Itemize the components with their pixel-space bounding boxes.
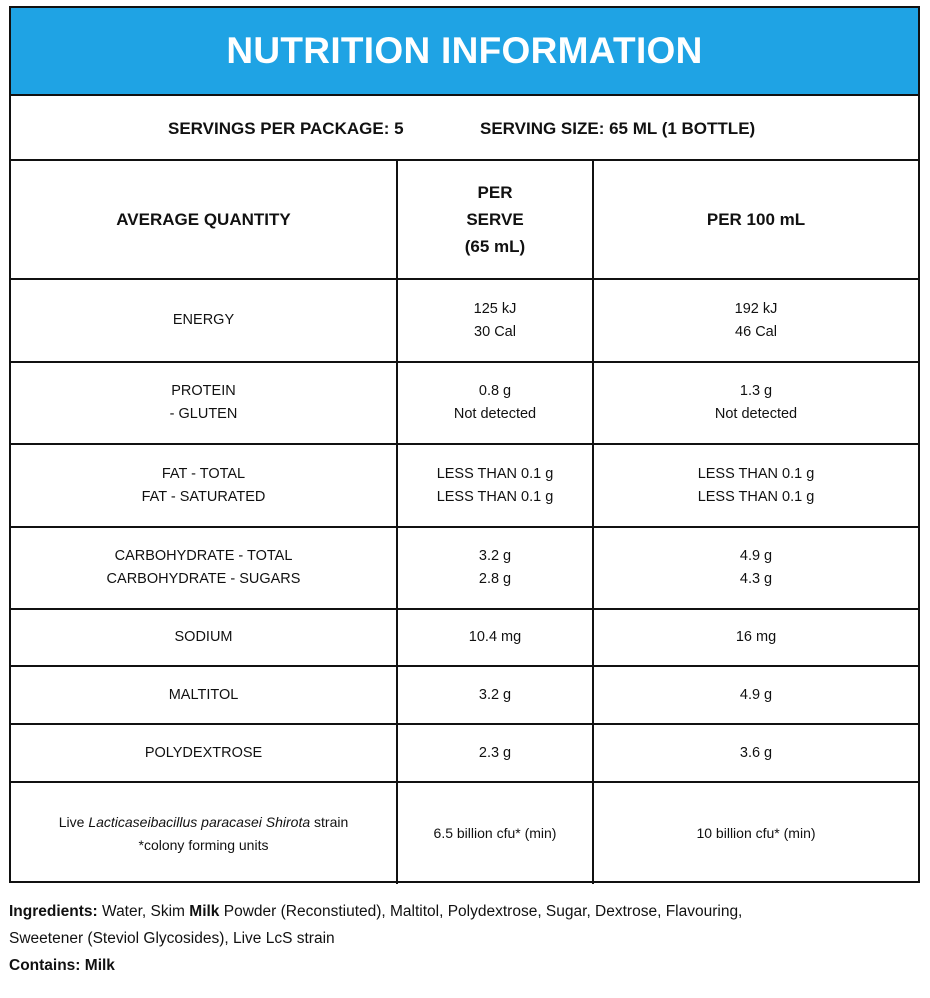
per-100-value: 192 kJ 46 Cal [734,300,778,340]
nutrient-label: FAT - TOTAL FAT - SATURATED [11,445,398,526]
nutrient-label: ENERGY [11,280,398,361]
per-serve-value: 0.8 g Not detected [398,363,594,443]
per-100-value: 3.6 g [739,744,773,761]
nutrition-panel [9,6,920,883]
table-row-live-bacteria [11,783,918,884]
table-row-polydextrose [11,725,918,783]
per-serve-value: 6.5 billion cfu* (min) [398,783,594,884]
ingredients-section [9,898,924,979]
header-average-quantity: AVERAGE QUANTITY [11,161,398,278]
table-row-carbohydrate [11,528,918,610]
per-100-value: 16 mg [735,629,777,645]
per-serve-value: 3.2 g [398,667,594,723]
per-100-value: 1.3 g Not detected [714,383,798,422]
table-row-fat [11,445,918,528]
nutrition-table [11,161,918,884]
nutrient-label: SODIUM [11,610,398,665]
table-header-row [11,161,918,280]
nutrient-label: POLYDEXTROSE [11,725,398,781]
table-row-protein [11,363,918,445]
strain-name: Lacticaseibacillus paracasei Shirota [88,813,311,830]
per-serve-value: 125 kJ 30 Cal [398,280,594,361]
nutrient-label: CARBOHYDRATE - TOTAL CARBOHYDRATE - SUGARS [11,528,398,608]
nutrient-label: PROTEIN - GLUTEN [11,363,398,443]
table-row-sodium [11,610,918,667]
per-100-value: 4.9 g [739,686,773,703]
per-100-value: 10 billion cfu* (min) [696,825,816,841]
per-serve-value: 3.2 g 2.8 g [398,528,594,608]
nutrient-label: MALTITOL [11,667,398,723]
contains-line: Contains: Milk [9,957,115,974]
nutrient-label: Live Lacticaseibacillus paracasei Shirota strain *colony forming units [11,783,398,884]
ingredients-line-1: Ingredients: Water, Skim Milk Powder (Reconstiuted), Maltitol, Polydextrose, Sugar, Dextrose, Flavouring, [9,903,743,920]
per-100-value: LESS THAN 0.1 g LESS THAN 0.1 g [697,465,815,505]
servings-per-package: SERVINGS PER PACKAGE: 5 [168,119,404,138]
header-per-serve: PER SERVE (65 mL) [398,161,594,278]
ingredients-line-2: Sweetener (Steviol Glycosides), Live LcS strain [9,930,335,947]
serving-size: SERVING SIZE: 65 ML (1 BOTTLE) [480,119,756,138]
title-bar [11,8,918,96]
per-serve-value: 10.4 mg [398,610,594,665]
cfu-footnote: *colony forming units [138,836,269,853]
header-per-100ml: PER 100 mL [706,210,806,229]
page-title: NUTRITION INFORMATION [226,30,703,71]
per-serve-value: LESS THAN 0.1 g LESS THAN 0.1 g [398,445,594,526]
servings-row [11,96,918,161]
table-row-energy [11,280,918,363]
per-serve-value: 2.3 g [398,725,594,781]
table-row-maltitol [11,667,918,725]
per-100-value: 4.9 g 4.3 g [739,548,773,587]
